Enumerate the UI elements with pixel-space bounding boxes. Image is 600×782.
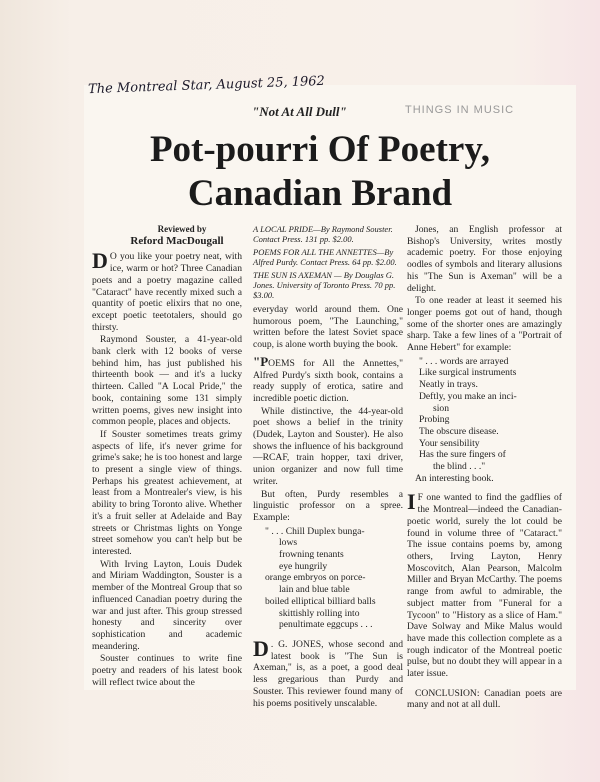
- section-cap: "P: [253, 353, 269, 369]
- paragraph: Souster continues to write fine poetry and readers of his latest book will reflect twice about the: [92, 653, 242, 688]
- book-entry: A LOCAL PRIDE—By Raymond Souster. Contact Press. 131 pp. $2.00.: [253, 224, 393, 244]
- paragraph: If Souster sometimes treats grimy aspects of life, it's never grime for grime's sake; he is too honest and large to present a single view of things. Perhaps his greatest achievement, at least from a Montrealer's view, is his ability to bring Toronto alive. Whether it's a fruit seller at Adelaide and Bay streets or Christmas lights on Yonge street somehow you can't help but be interested.: [92, 428, 242, 557]
- paragraph: To one reader at least it seemed his longer poems got out of hand, though some of the shorter ones are amazingly sharp. Take a few lines of a "Portrait of Anne Hebert" for example:: [407, 295, 562, 354]
- handwritten-source-note: The Montreal Star, August 25, 1962: [87, 73, 326, 98]
- book-list: [253, 224, 403, 300]
- article-column-1: [92, 224, 242, 688]
- page-title: Pot-pourri Of Poetry, Canadian Brand: [149, 129, 491, 214]
- paragraph: "POEMS for All the Annettes," Alfred Purdy's sixth book, contains a ready supply of erotica, satire and incredible poetic diction.: [253, 353, 403, 404]
- paragraph: D . G. JONES, whose second and latest book is "The Sun is Axeman," is, as a poet, a good deal less gregarious than Purdy and Souster. This reviewer found many of his poems positively unscalable.: [253, 635, 403, 709]
- book-entry: POEMS FOR ALL THE ANNETTES—By Alfred Purdy. Contact Press. 64 pp. $2.00.: [253, 247, 397, 267]
- paragraph: With Irving Layton, Louis Dudek and Miriam Waddington, Souster is a member of the Montreal Group that so influenced Canadian poetry during the war and just after. This group stressed honesty and sincerity over sophistication and academic meandering.: [92, 558, 242, 652]
- paragraph: But often, Purdy resembles a linguistic professor on a spree. Example:: [253, 488, 403, 523]
- conclusion-paragraph: CONCLUSION: Canadian poets are many and not at all dull.: [407, 687, 562, 711]
- paragraph: everyday world around them. One humorous poem, "The Launching," written before the latest Soviet space coup, is alone worth buying the book.: [253, 304, 403, 351]
- faded-adjacent-heading: THINGS IN MUSIC: [405, 104, 515, 116]
- poem-excerpt-jones: " . . . words are arrayed Like surgical instruments Neatly in trays. Deftly, you make an inci- sion Probing The obscure disease. Your sensibility Has the sure fingers of the blind . . .": [419, 355, 517, 473]
- paragraph: I F one wanted to find the gadflies of the Montreal—indeed the Canadian-poetic world, surely the lot could be found in volume three of "Cataract." The issue contains poems by, among others, Irving Layton, Henry Moscovitch, Alan Pearson, Malcolm Miller and Bryan McCarthy. The poems range from awful to admirable, the subject matter from "Funeral for a Tycoon" to "History as a slice of Ham." Dave Solway and Mike Malus would have made this collection complete as a rough indicator of the Montreal poetic pulse, but no doubt they will appear in a later issue.: [407, 489, 562, 680]
- article-column-2: [253, 224, 403, 709]
- kicker-heading: "Not At All Dull": [252, 104, 347, 119]
- paragraph: While distinctive, the 44-year-old poet shows a belief in the trinity (Dudek, Layton and Souster). He also shows the influence of his background—RCAF, train hopper, taxi driver, union organizer and now full time writer.: [253, 405, 403, 487]
- byline-reviewed-by: Reviewed by: [157, 224, 207, 234]
- paragraph: D O you like your poetry neat, with ice, warm or hot? Three Canadian poets and a poetry magazine called "Cataract" have recently mixed such a quantity of poetic elixirs that no one, except poetic teetotalers, should go thirsty.: [92, 248, 242, 333]
- byline-author: Reford MacDougall: [130, 234, 224, 247]
- paragraph: Jones, an English professor at Bishop's University, writes mostly academic poetry. For those enjoying oodles of symbols and literary allusions his "The Sun is Axeman" will be a delight.: [407, 224, 562, 294]
- paragraph: An interesting book.: [415, 472, 494, 484]
- paragraph: Raymond Souster, a 41-year-old bank clerk with 12 books of verse behind him, has just published his thirteenth book — and it's a lucky thirteen. Called "A Local Pride," the book, containing some 131 simply written poems, gives new insight into common people, places and objects.: [92, 334, 242, 428]
- book-entry: THE SUN IS AXEMAN — By Douglas G. Jones. University of Toronto Press. 70 pp. $3.00.: [253, 270, 396, 300]
- drop-cap: D: [92, 248, 108, 274]
- drop-cap: D: [253, 635, 269, 661]
- article-column-3: [407, 224, 562, 711]
- poem-excerpt-purdy: " . . . Chill Duplex bunga- lows frowning tenants eye hungrily orange embryos on porce- lain and blue table boiled elliptical billiard balls skittishly rolling into penultimate eggcups . . .: [265, 525, 376, 631]
- drop-cap: I: [407, 489, 416, 515]
